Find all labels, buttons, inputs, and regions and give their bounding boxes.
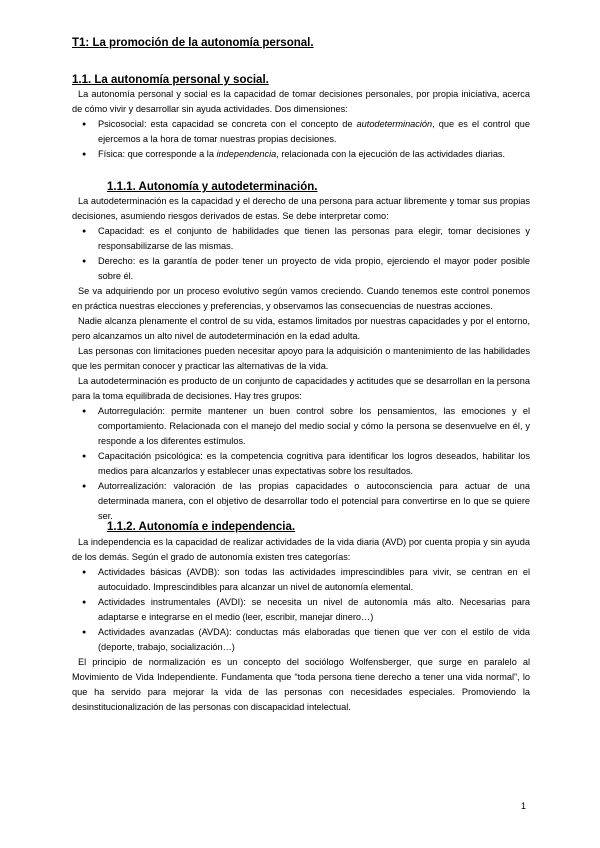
section-1-1-body xyxy=(72,87,530,162)
groups-list xyxy=(72,404,530,524)
list-item: ● Capacidad: es el conjunto de habilidades que tienen las personas para elegir, tomar decisiones y responsabilizarse de las mismas. xyxy=(72,224,530,254)
paragraph: La autodeterminación es la capacidad y el derecho de una persona para actuar libremente y tomar sus propias decisiones, asumiendo riesgos derivados de estas. Se debe interpretar como: xyxy=(72,196,530,221)
paragraph: Nadie alcanza plenamente el control de su vida, estamos limitados por nuestras capacidades y por el entorno, pero alcanzamos un alto nivel de autodeterminación en la edad adulta. xyxy=(72,316,530,341)
section-1-1-1-body xyxy=(72,194,530,524)
paragraph: El principio de normalización es un concepto del sociólogo Wolfensberger, que surge en paralelo al Movimiento de Vida Independiente. Fundamenta que “toda persona tiene derecho a tener una vida normal”, lo que ha servido para mejorar la vida de las personas con necesidades especiales. Promoviendo la desinstitucionalización de las personas con discapacidad intelectual. xyxy=(72,657,530,712)
section-1-1-2-heading: 1.1.2. Autonomía e independencia. xyxy=(107,521,296,533)
section-1-1-heading: 1.1. La autonomía personal y social. xyxy=(72,74,269,86)
document-title: T1: La promoción de la autonomía personal. xyxy=(72,37,314,49)
list-item: ● Autorregulación: permite mantener un buen control sobre los pensamientos, las emociones y el comportamiento. Relacionada con el manejo del medio social y cómo la persona se desenvuelve en él, y responde a los diferentes estímulos. xyxy=(72,404,530,449)
list-item: ● Actividades instrumentales (AVDI): se necesita un nivel de autonomía más alto. Necesarias para adaptarse e integrarse en el medio (leer, escribir, manejar dinero…) xyxy=(72,595,530,625)
list-item: ● Autorrealización: valoración de las propias capacidades o autoconsciencia para actuar de una determinada manera, con el objetivo de desarrollar todo el potencial para convertirse en lo que se quiere ser. xyxy=(72,479,530,524)
section-1-1-1-heading: 1.1.1. Autonomía y autodeterminación. xyxy=(107,181,318,193)
dimensions-list xyxy=(72,117,530,162)
section-1-1-2-body xyxy=(72,535,530,715)
paragraph: Las personas con limitaciones pueden necesitar apoyo para la adquisición o mantenimiento de las habilidades que les permitan conocer y practicar las alternativas de la vida. xyxy=(72,346,530,371)
list-item: ● Actividades avanzadas (AVDA): conductas más elaboradas que tienen que ver con el estilo de vida (deporte, trabajo, socialización…) xyxy=(72,625,530,655)
list-item: ● Capacitación psicológica: es la competencia cognitiva para identificar los logros deseados, habilitar los medios para alcanzarlos y establecer unas expectativas sobre los resultados. xyxy=(72,449,530,479)
list-item: ● Psicosocial: esta capacidad se concreta con el concepto de autodeterminación, que es el control que ejercemos a la hora de tomar nuestras propias decisiones. xyxy=(72,117,530,147)
list-item: ● Derecho: es la garantía de poder tener un proyecto de vida propio, ejerciendo el mayor poder posible sobre él. xyxy=(72,254,530,284)
interpretation-list xyxy=(72,224,530,284)
paragraph: La independencia es la capacidad de realizar actividades de la vida diaria (AVD) por cuenta propia y sin ayuda de los demás. Según el grado de autonomía existen tres categorías: xyxy=(72,537,530,562)
page-number: 1 xyxy=(521,801,527,811)
paragraph: La autodeterminación es producto de un conjunto de capacidades y actitudes que se desarrollan en la persona para la toma equilibrada de decisiones. Hay tres grupos: xyxy=(72,376,530,401)
paragraph: Se va adquiriendo por un proceso evolutivo según vamos creciendo. Cuando tenemos este control ponemos en práctica nuestras elecciones y preferencias, y observamos las consecuencias de nuestras acciones. xyxy=(72,286,530,311)
list-item: ● Actividades básicas (AVDB): son todas las actividades imprescindibles para vivir, se centran en el autocuidado. Imprescindibles para alcanzar un nivel de autonomía elemental. xyxy=(72,565,530,595)
list-item: ● Física: que corresponde a la independencia, relacionada con la ejecución de las actividades diarias. xyxy=(72,147,530,162)
section-1-1-intro: La autonomía personal y social es la capacidad de tomar decisiones personales, por propia iniciativa, acerca de cómo vivir y desarrollar sin ayuda actividades. Dos dimensiones: xyxy=(72,89,530,114)
categories-list xyxy=(72,565,530,655)
